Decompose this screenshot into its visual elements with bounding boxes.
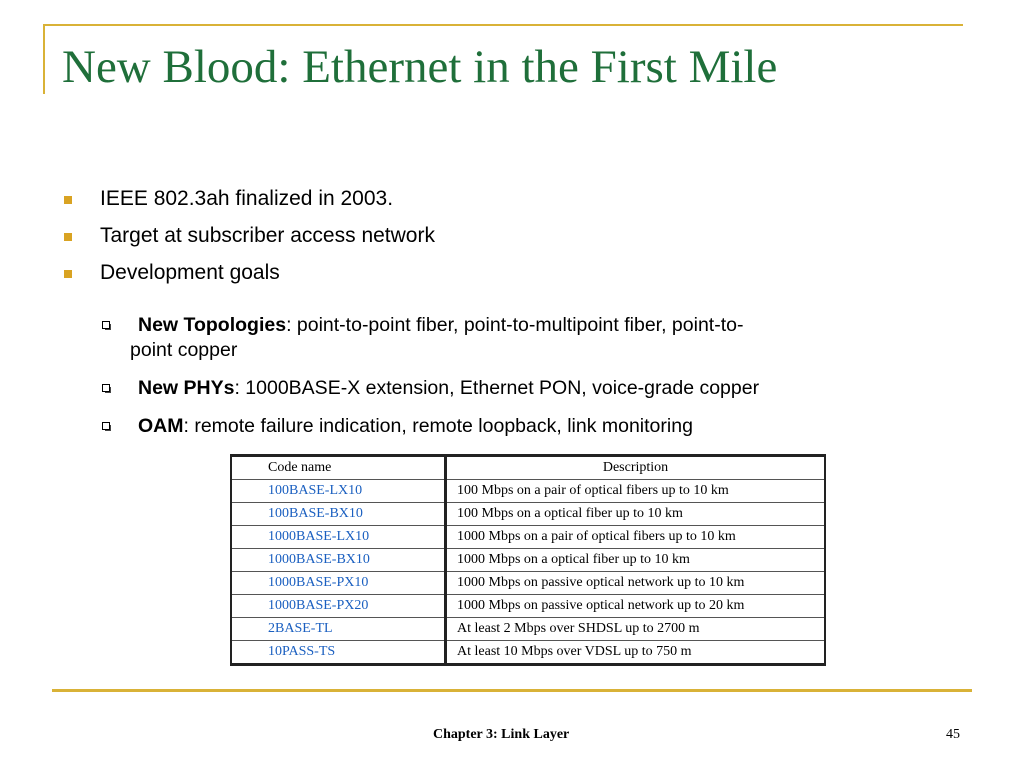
table-row bbox=[231, 618, 825, 641]
sub-bullet-term: New Topologies bbox=[138, 314, 287, 336]
cell-description: 100 Mbps on a optical fiber up to 10 km bbox=[446, 503, 826, 526]
cell-code-name: 1000BASE-PX20 bbox=[231, 595, 446, 618]
cell-code-name: 1000BASE-LX10 bbox=[231, 526, 446, 549]
cell-code-name: 10PASS-TS bbox=[231, 641, 446, 665]
cell-description: 1000 Mbps on passive optical network up to 10 km bbox=[446, 572, 826, 595]
cell-code-name: 2BASE-TL bbox=[231, 618, 446, 641]
bullet-text: IEEE 802.3ah finalized in 2003. bbox=[100, 187, 394, 210]
sub-bullet-text: : remote failure indication, remote loopback, link monitoring bbox=[183, 415, 693, 437]
table-row bbox=[231, 526, 825, 549]
cell-description: At least 10 Mbps over VDSL up to 750 m bbox=[446, 641, 826, 665]
cell-description: 1000 Mbps on passive optical network up to 20 km bbox=[446, 595, 826, 618]
square-bullet-icon bbox=[64, 270, 72, 278]
square-bullet-icon bbox=[64, 196, 72, 204]
footer-chapter: Chapter 3: Link Layer bbox=[433, 727, 570, 742]
bullet-item bbox=[62, 186, 992, 211]
frame-top-line bbox=[43, 24, 963, 26]
cell-description: At least 2 Mbps over SHDSL up to 2700 m bbox=[446, 618, 826, 641]
cell-code-name: 1000BASE-BX10 bbox=[231, 549, 446, 572]
sub-bullet-text-continued: point copper bbox=[130, 339, 238, 361]
table-row bbox=[231, 572, 825, 595]
cell-code-name: 100BASE-LX10 bbox=[231, 480, 446, 503]
cell-code-name: 1000BASE-PX10 bbox=[231, 572, 446, 595]
bullet-text: Target at subscriber access network bbox=[100, 224, 435, 247]
header-code-name: Code name bbox=[231, 456, 446, 480]
sub-bullet-item bbox=[100, 376, 970, 401]
bullet-item bbox=[62, 223, 992, 248]
sub-bullet-term: OAM bbox=[138, 415, 184, 437]
square-bullet-icon bbox=[64, 233, 72, 241]
bullet-item bbox=[62, 260, 992, 285]
sub-bullet-text: : 1000BASE-X extension, Ethernet PON, voice-grade copper bbox=[234, 377, 760, 399]
table-row bbox=[231, 503, 825, 526]
cell-code-name: 100BASE-BX10 bbox=[231, 503, 446, 526]
frame-left-line bbox=[43, 24, 45, 94]
bullet-text: Development goals bbox=[100, 261, 280, 284]
code-name-table bbox=[230, 454, 826, 666]
cell-description: 100 Mbps on a pair of optical fibers up to 10 km bbox=[446, 480, 826, 503]
table-row bbox=[231, 595, 825, 618]
header-description: Description bbox=[446, 456, 826, 480]
cell-description: 1000 Mbps on a pair of optical fibers up to 10 km bbox=[446, 526, 826, 549]
cell-description: 1000 Mbps on a optical fiber up to 10 km bbox=[446, 549, 826, 572]
sub-bullet-list bbox=[100, 313, 970, 452]
table-row bbox=[231, 480, 825, 503]
box-bullet-icon bbox=[102, 384, 110, 392]
table-header-row bbox=[231, 456, 825, 480]
table-row bbox=[231, 641, 825, 665]
table-row bbox=[231, 549, 825, 572]
slide-title: New Blood: Ethernet in the First Mile bbox=[62, 41, 778, 93]
footer-rule bbox=[52, 689, 972, 692]
sub-bullet-item bbox=[100, 414, 970, 439]
bullet-list bbox=[62, 186, 992, 297]
sub-bullet-text: : point-to-point fiber, point-to-multipoint fiber, point-to- bbox=[286, 314, 744, 336]
page-number: 45 bbox=[946, 727, 960, 742]
sub-bullet-item bbox=[100, 313, 970, 363]
sub-bullet-term: New PHYs bbox=[138, 377, 235, 399]
box-bullet-icon bbox=[102, 422, 110, 430]
box-bullet-icon bbox=[102, 321, 110, 329]
